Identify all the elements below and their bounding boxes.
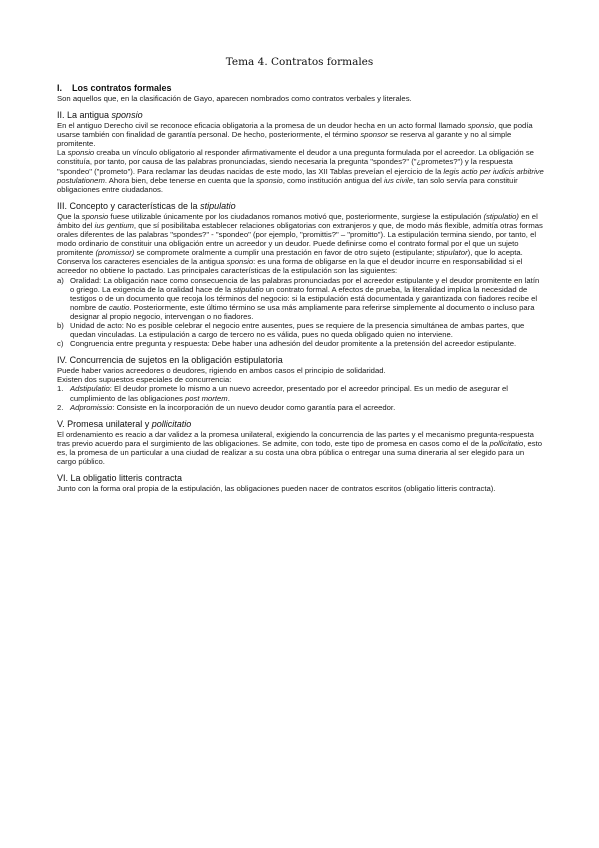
section-obligatio-litteris	[57, 473, 545, 493]
text: creaba un vínculo obligatorio al responder afirmativamente el deudor a una pregunta formulada por el acreedor. La obligación se constituía, por tanto, por causa de las palabras pronunciadas, siendo necesaria la pregunta "spondes?" ("¿prometes?") y la respuesta "spondeo" ("prometo"). Para reclamar las deudas nacidas de este modo, las XII Tablas preveían el ejercicio de la	[57, 148, 534, 176]
latin-term: cautio	[108, 302, 130, 312]
latin-term: stipulator	[436, 248, 468, 258]
section-heading: VI. La obligatio litteris contracta	[57, 473, 183, 484]
latin-term: legis actio per iudicis arbitrive postulationem	[57, 166, 544, 185]
latin-term: (promissor)	[95, 248, 135, 258]
latin-term: ius civile	[383, 175, 414, 185]
special-cases-list	[57, 384, 545, 411]
text: La	[57, 148, 68, 158]
text: En el antiguo Derecho civil se reconoce eficacia obligatoria a la promesa de un deudor hecha en un acto formal llamado	[57, 121, 468, 131]
paragraph	[57, 212, 545, 276]
section-stipulatio	[57, 201, 545, 348]
latin-term: sponsio	[81, 211, 109, 221]
list-item	[57, 339, 545, 348]
latin-term: sponsio	[467, 121, 495, 131]
text: . Posteriormente, este último término se usa más ampliamente para referirse simplemente al documento o incluso para designar al propio negocio, intervengan o no fiadores.	[70, 302, 535, 321]
text: fuese utilizable únicamente por los ciudadanos romanos motivó que, posteriormente, surgiese la estipulación	[108, 211, 484, 221]
list-item	[57, 276, 545, 321]
list-item	[57, 403, 545, 412]
latin-term: post mortem	[184, 393, 228, 403]
text: Que la	[57, 211, 82, 221]
text: : El deudor promete lo mismo a un nuevo acreedor, presentado por el acreedor principal. Es un medio de asegurar el cumplimiento de las obligaciones	[70, 384, 509, 403]
paragraph: Junto con la forma oral propia de la estipulación, las obligaciones pueden nacer de contratos escritos (obligatio litteris contracta).	[57, 484, 496, 494]
heading-text: V. Promesa unilateral y	[57, 418, 152, 429]
list-marker: a)	[57, 275, 64, 285]
list-marker: c)	[57, 339, 64, 349]
text: , que sí posibilitaba establecer relaciones obligatorias con extranjeros y que, de modo más flexible, admitía otras formas orales diferentes de las palabras "spondes?" - "spondeo" (por ejemplo, "promittis?" – "promitto"). La estipulación termina siendo, por tanto, el modo ordinario de constituir una obligación entre un acreedor y un deudor. Puede definirse como el contrato formal por el que un sujeto promitente	[57, 220, 543, 258]
heading-text: II. La antigua	[57, 110, 112, 121]
text: El ordenamiento es reacio a dar validez a la promesa unilateral, exigiendo la concurrencia de las partes y el mecanismo pregunta-respuesta tras previo acuerdo para el surgimiento de las obligaciones. Se admite, con todo, este tipo de promesa en casos como el de la	[57, 429, 534, 448]
list-marker: b)	[57, 320, 64, 330]
text: se compromete oralmente a cumplir una prestación en favor de otro sujeto (estipulante;	[134, 248, 437, 258]
paragraph	[57, 430, 545, 466]
paragraph	[57, 148, 545, 193]
latin-term: sponsio	[256, 175, 283, 185]
section-heading	[57, 201, 545, 212]
latin-term: pollicitatio	[489, 438, 524, 448]
paragraph: Son aquellos que, en la clasificación de Gayo, aparecen nombrados como contratos verbales y literales.	[57, 94, 412, 103]
section-heading	[57, 419, 545, 430]
section-sponsio	[57, 110, 545, 194]
latin-term: stipulatio	[233, 284, 264, 294]
latin-term: sponsio	[226, 257, 254, 267]
section-heading: I. Los contratos formales	[57, 83, 172, 93]
document-title: Tema 4. Contratos formales	[225, 56, 374, 68]
latin-term: Adstipulatio	[70, 384, 110, 394]
text: se reserva al garante y no al simple promitente.	[57, 130, 512, 149]
latin-term: ius gentium	[94, 220, 134, 230]
paragraph	[57, 121, 545, 148]
section-heading: IV. Concurrencia de sujetos en la obligación estipulatoria	[57, 355, 283, 366]
text: , tan solo servía para constituir obligaciones entre ciudadanos.	[57, 175, 518, 194]
text: ), que lo acepta. Conserva los caracteres esenciales de la antigua	[57, 248, 523, 267]
text: en el ámbito del	[57, 211, 538, 230]
text: .	[227, 393, 230, 403]
section-concurrencia	[57, 355, 545, 411]
text: Congruencia entre pregunta y respuesta: Debe haber una adhesión del deudor promitente a la pretensión del acreedor estipulante.	[70, 339, 517, 349]
section-heading	[57, 110, 545, 121]
latin-term: (stipulatio)	[483, 211, 519, 221]
heading-italic-term: sponsio	[111, 110, 143, 121]
section-promesa-unilateral	[57, 419, 545, 466]
text: Oralidad: La obligación nace como consecuencia de las palabras pronunciadas por el acreedor estipulante y el deudor promitente en latín o griego. La exigencia de la oralidad hace de la	[70, 275, 540, 294]
text: , como institución antigua del	[282, 175, 384, 185]
text: : es una forma de obligarse en la que el deudor incurre en responsabilidad si el acreedor no obtiene lo pactado. Las principales características de la estipulación son las siguientes:	[57, 257, 523, 276]
characteristics-list	[57, 276, 545, 349]
list-item	[57, 321, 545, 339]
section-contratos-formales	[57, 83, 545, 103]
text: : Consiste en la incorporación de un nuevo deudor como garantía para el acreedor.	[112, 402, 396, 412]
list-item	[57, 384, 545, 402]
list-marker: 1.	[57, 384, 64, 394]
latin-term: sponsor	[360, 130, 388, 140]
text: un contrato formal. A efectos de prueba, la literalidad implica la necesidad de testigos o de un documento que recoja los términos del negocio: si la estipulación está documentada y garantizada con fiadores recibe el nombre de	[70, 284, 538, 312]
paragraph: Puede haber varios acreedores o deudores, rigiendo en ambos casos el principio de solidaridad.	[57, 366, 386, 376]
heading-italic-term: pollicitatio	[151, 418, 192, 429]
latin-term: Adpromissio	[70, 402, 113, 412]
list-marker: 2.	[57, 402, 64, 412]
text: . Ahora bien, debe tenerse en cuenta que la	[104, 175, 257, 185]
document-body	[57, 83, 545, 493]
paragraph: Existen dos supuestos especiales de concurrencia:	[57, 375, 232, 385]
heading-text: III. Concepto y características de la	[57, 200, 201, 211]
latin-term: sponsio	[67, 148, 95, 158]
heading-italic-term: stipulatio	[200, 200, 236, 211]
text: Unidad de acto: No es posible celebrar el negocio entre ausentes, pues se requiere de la presencia simultánea de ambas partes, que quedan vinculadas. La estipulación a cargo de tercero no es válida, pues no queda obligado quien no interviene.	[70, 320, 525, 340]
text: , que podía usarse también con finalidad de garantía personal. De hecho, posteriormente, el término	[57, 121, 533, 140]
text: , esto es, la promesa de un particular a una ciudad de realizar a su costa una obra pública o entregar una suma dineraria al ser elegido para un cargo público.	[57, 438, 543, 466]
